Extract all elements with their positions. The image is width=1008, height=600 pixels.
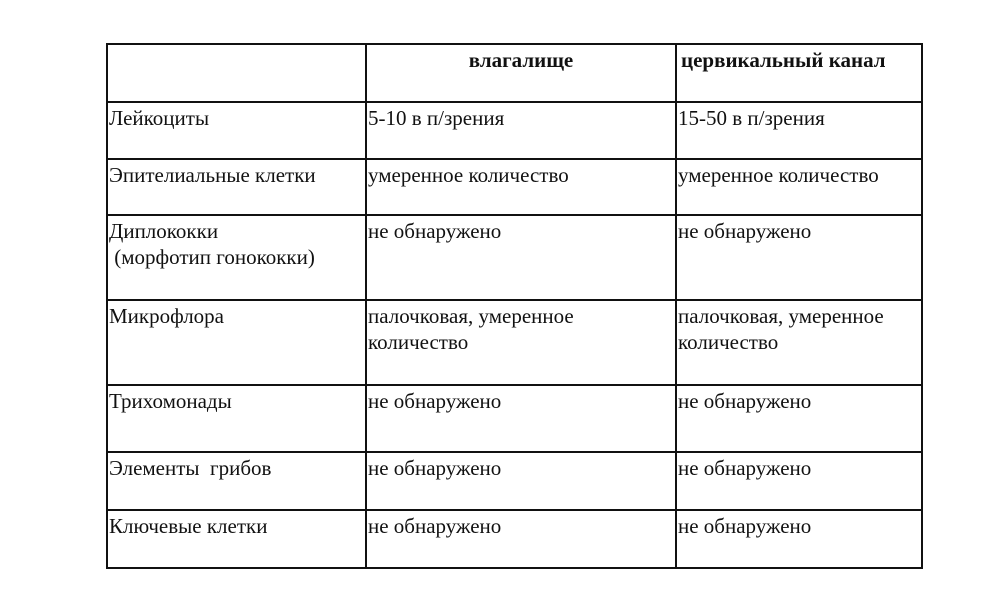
header-row: [107, 44, 922, 102]
row-label: Микрофлора: [107, 300, 366, 385]
row-label: Ключевые клетки: [107, 510, 366, 568]
row-label: Элементы грибов: [107, 452, 366, 510]
vagina-value: не обнаружено: [366, 510, 676, 568]
row-label: Трихомонады: [107, 385, 366, 452]
vagina-value: не обнаружено: [366, 385, 676, 452]
row-label: Диплококки (морфотип гонококки): [107, 215, 366, 300]
cervix-value: умеренное количество: [676, 159, 922, 215]
vagina-value: не обнаружено: [366, 215, 676, 300]
header-empty: [107, 44, 366, 102]
table-row: [107, 159, 922, 215]
table-row: [107, 452, 922, 510]
cervix-value: не обнаружено: [676, 510, 922, 568]
cervix-value: 15-50 в п/зрения: [676, 102, 922, 159]
table-row: [107, 385, 922, 452]
cervix-value: не обнаружено: [676, 452, 922, 510]
table-row: [107, 510, 922, 568]
table-row: [107, 300, 922, 385]
vagina-value: палочковая, умеренное количество: [366, 300, 676, 385]
header-cervix: цервикальный канал: [676, 44, 922, 102]
table-row: [107, 102, 922, 159]
vagina-value: не обнаружено: [366, 452, 676, 510]
row-label: Лейкоциты: [107, 102, 366, 159]
row-label: Эпителиальные клетки: [107, 159, 366, 215]
cervix-value: не обнаружено: [676, 215, 922, 300]
table-row: [107, 215, 922, 300]
vagina-value: 5-10 в п/зрения: [366, 102, 676, 159]
header-vagina: влагалище: [366, 44, 676, 102]
cervix-value: палочковая, умеренное количество: [676, 300, 922, 385]
smear-results-table: [106, 43, 923, 569]
cervix-value: не обнаружено: [676, 385, 922, 452]
vagina-value: умеренное количество: [366, 159, 676, 215]
